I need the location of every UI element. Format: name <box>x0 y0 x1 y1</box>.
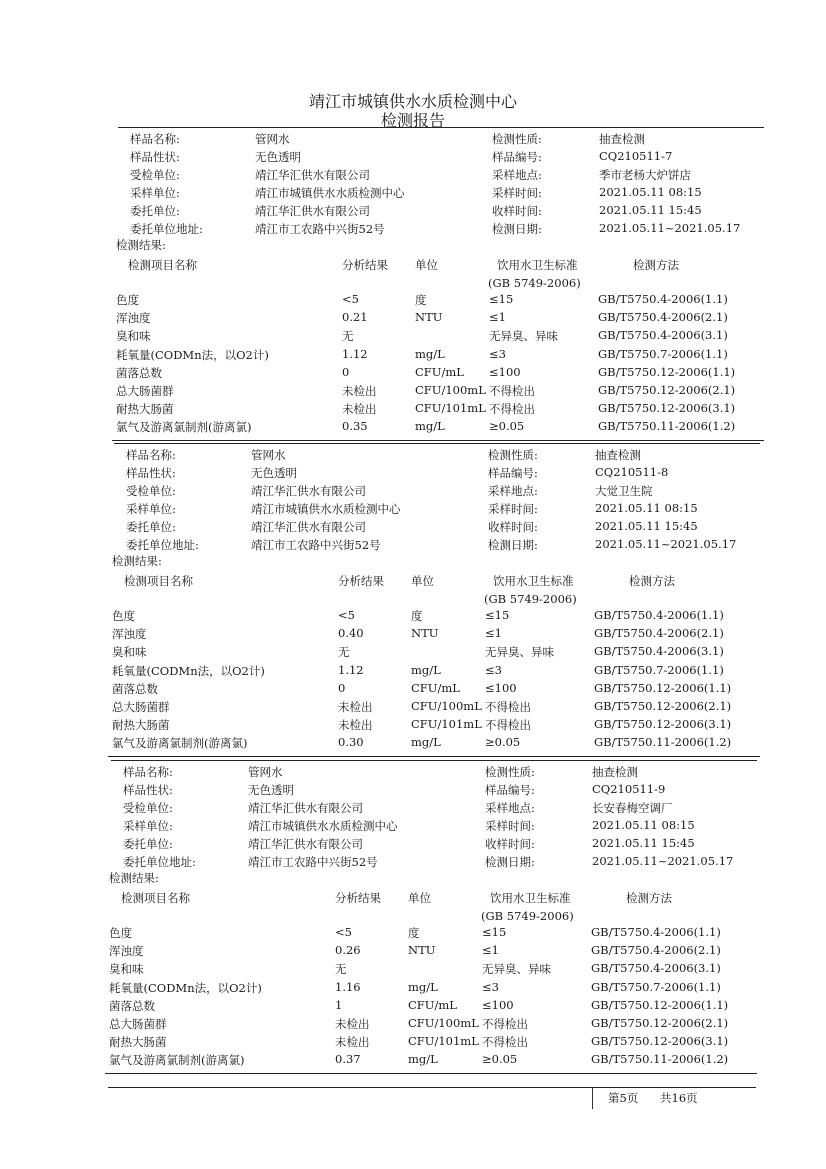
row-method: GB/T5750.11-2006(1.2) <box>598 419 736 434</box>
row-unit: 度 <box>415 293 427 307</box>
label-client_unit: 委托单位: <box>123 837 173 851</box>
section-top-rule <box>118 127 764 128</box>
label-client_address: 委托单位地址: <box>130 222 203 236</box>
section-bottom-rule <box>112 440 764 441</box>
row-item: 耗氧量(CODMn法，以O2计) <box>116 347 269 362</box>
row-method: GB/T5750.7-2006(1.1) <box>594 662 724 677</box>
row-standard: ≥0.05 <box>485 735 521 750</box>
section-bottom-rule <box>105 1073 757 1074</box>
row-method: GB/T5750.12-2006(2.1) <box>594 699 732 713</box>
value-sample_no: CQ210511-8 <box>595 465 669 479</box>
label-sampling_site: 采样地点: <box>485 801 535 815</box>
row-item: 浑浊度 <box>116 311 151 326</box>
label-receiving_time: 收样时间: <box>485 837 535 851</box>
row-result: 未检出 <box>335 1017 370 1031</box>
row-standard: ≥0.05 <box>489 419 525 434</box>
row-result: 无 <box>342 329 354 344</box>
row-standard: ≤3 <box>489 346 506 361</box>
row-method: GB/T5750.4-2006(1.1) <box>598 292 728 306</box>
value-inspection_date: 2021.05.11~2021.05.17 <box>595 537 737 551</box>
row-unit: mg/L <box>408 979 438 994</box>
label-sample_name: 样品名称: <box>126 448 176 462</box>
col-standard-header: 饮用水卫生标准 <box>497 258 578 272</box>
row-method: GB/T5750.4-2006(3.1) <box>594 644 724 659</box>
value-client_unit: 靖江华汇供水有限公司 <box>248 837 363 851</box>
row-method: GB/T5750.4-2006(3.1) <box>591 961 721 976</box>
row-item: 臭和味 <box>112 645 147 660</box>
label-sample_state: 样品性状: <box>126 466 176 480</box>
section-bottom-rule <box>108 756 760 757</box>
value-receiving_time: 2021.05.11 15:45 <box>599 203 702 217</box>
row-result: 0 <box>342 364 350 379</box>
value-inspection_date: 2021.05.11~2021.05.17 <box>592 854 734 868</box>
value-sampling_time: 2021.05.11 08:15 <box>592 818 695 832</box>
row-unit: mg/L <box>415 419 445 434</box>
col-unit-header: 单位 <box>415 258 438 272</box>
row-standard: 无异臭、异味 <box>485 645 554 660</box>
col-item-header: 检测项目名称 <box>121 891 190 905</box>
row-result: 1.12 <box>342 346 368 361</box>
row-unit: NTU <box>415 310 443 325</box>
row-unit: NTU <box>408 943 436 958</box>
row-result: 1 <box>335 997 343 1012</box>
row-result: 未检出 <box>338 700 373 714</box>
row-item: 氯气及游离氯制剂(游离氯) <box>109 1053 245 1068</box>
row-unit: CFU/101mL <box>411 717 482 732</box>
row-item: 臭和味 <box>116 329 151 344</box>
col-unit-header: 单位 <box>411 574 434 588</box>
label-sample_no: 样品编号: <box>488 466 538 480</box>
row-standard: 不得检出 <box>485 718 531 733</box>
label-sample_name: 样品名称: <box>130 132 180 146</box>
row-unit: mg/L <box>411 735 441 750</box>
row-standard: ≤100 <box>482 997 514 1012</box>
row-method: GB/T5750.4-2006(1.1) <box>591 925 721 939</box>
row-standard: ≤100 <box>489 364 521 379</box>
label-sampling_time: 采样时间: <box>485 819 535 833</box>
value-sample_state: 无色透明 <box>248 783 294 797</box>
row-item: 菌落总数 <box>112 681 158 696</box>
row-standard: ≤1 <box>485 626 502 641</box>
row-unit: CFU/100mL <box>415 383 486 397</box>
row-method: GB/T5750.12-2006(2.1) <box>598 383 736 397</box>
label-sampling_time: 采样时间: <box>492 186 542 200</box>
label-client_address: 委托单位地址: <box>126 538 199 552</box>
row-item: 浑浊度 <box>109 944 144 959</box>
row-result: 无 <box>335 962 347 977</box>
label-inspected_unit: 受检单位: <box>130 168 180 182</box>
row-item: 耗氧量(CODMn法，以O2计) <box>112 663 265 678</box>
value-client_unit: 靖江华汇供水有限公司 <box>255 204 370 218</box>
value-sampling_unit: 靖江市城镇供水水质检测中心 <box>251 502 401 516</box>
row-method: GB/T5750.7-2006(1.1) <box>598 346 728 361</box>
row-standard: ≤1 <box>489 310 506 325</box>
label-inspection_nature: 检测性质: <box>492 132 542 146</box>
row-unit: 度 <box>408 926 420 940</box>
value-sample_name: 管网水 <box>248 765 283 779</box>
row-standard: 不得检出 <box>485 700 531 714</box>
row-result: 0.40 <box>338 626 364 641</box>
value-inspected_unit: 靖江华汇供水有限公司 <box>248 801 363 815</box>
row-unit: CFU/100mL <box>411 699 482 713</box>
row-method: GB/T5750.4-2006(2.1) <box>591 943 721 958</box>
col-standard-header: 饮用水卫生标准 <box>493 574 574 588</box>
row-item: 氯气及游离氯制剂(游离氯) <box>116 420 252 435</box>
row-item: 耐热大肠菌 <box>109 1035 167 1050</box>
col-result-header: 分析结果 <box>335 891 381 905</box>
row-standard: ≥0.05 <box>482 1052 518 1067</box>
row-standard: 无异臭、异味 <box>489 329 558 344</box>
col-standard-code: (GB 5749-2006) <box>488 276 581 290</box>
label-sample_name: 样品名称: <box>123 765 173 779</box>
row-item: 臭和味 <box>109 962 144 977</box>
row-method: GB/T5750.4-2006(2.1) <box>598 310 728 325</box>
col-result-header: 分析结果 <box>342 258 388 272</box>
row-standard: ≤3 <box>485 662 502 677</box>
value-sample_name: 管网水 <box>255 132 290 146</box>
row-result: 1.16 <box>335 979 361 994</box>
row-method: GB/T5750.12-2006(1.1) <box>591 997 729 1012</box>
row-result: 0.30 <box>338 735 364 750</box>
label-inspection_nature: 检测性质: <box>485 765 535 779</box>
value-sample_state: 无色透明 <box>251 466 297 480</box>
row-method: GB/T5750.11-2006(1.2) <box>594 735 732 750</box>
value-sampling_unit: 靖江市城镇供水水质检测中心 <box>255 186 405 200</box>
label-sampling_site: 采样地点: <box>492 168 542 182</box>
row-unit: CFU/mL <box>415 364 464 379</box>
row-item: 耐热大肠菌 <box>116 402 174 417</box>
row-unit: CFU/101mL <box>415 401 486 416</box>
col-standard-code: (GB 5749-2006) <box>481 909 574 923</box>
row-standard: ≤15 <box>489 292 514 306</box>
row-standard: ≤1 <box>482 943 499 958</box>
row-result: <5 <box>335 925 352 939</box>
row-result: 0.37 <box>335 1052 361 1067</box>
row-standard: ≤3 <box>482 979 499 994</box>
value-sampling_site: 长安春梅空调厂 <box>592 801 673 815</box>
row-unit: mg/L <box>411 662 441 677</box>
label-client_address: 委托单位地址: <box>123 855 196 869</box>
page-total: 共16页 <box>660 1091 698 1105</box>
value-sampling_time: 2021.05.11 08:15 <box>599 185 702 199</box>
report-title: 靖江市城镇供水水质检测中心 <box>308 92 517 111</box>
results-label: 检测结果: <box>112 554 162 568</box>
row-unit: CFU/100mL <box>408 1016 479 1030</box>
label-client_unit: 委托单位: <box>130 204 180 218</box>
footer-rule <box>108 1087 756 1088</box>
label-sample_state: 样品性状: <box>130 150 180 164</box>
row-standard: ≤100 <box>485 680 517 695</box>
col-standard-code: (GB 5749-2006) <box>484 592 577 606</box>
row-result: 未检出 <box>338 718 373 733</box>
label-sampling_unit: 采样单位: <box>123 819 173 833</box>
value-inspection_date: 2021.05.11~2021.05.17 <box>599 221 741 235</box>
row-item: 菌落总数 <box>109 998 155 1013</box>
row-standard: 无异臭、异味 <box>482 962 551 977</box>
col-item-header: 检测项目名称 <box>124 574 193 588</box>
value-inspected_unit: 靖江华汇供水有限公司 <box>251 484 366 498</box>
col-result-header: 分析结果 <box>338 574 384 588</box>
row-item: 耗氧量(CODMn法，以O2计) <box>109 980 262 995</box>
value-sampling_site: 大觉卫生院 <box>595 484 653 498</box>
row-result: 0 <box>338 680 346 695</box>
row-result: 未检出 <box>335 1035 370 1050</box>
row-item: 总大肠菌群 <box>112 700 170 714</box>
value-inspection_nature: 抽查检测 <box>595 448 641 462</box>
col-method-header: 检测方法 <box>626 891 672 905</box>
value-sample_no: CQ210511-7 <box>599 149 673 163</box>
row-method: GB/T5750.12-2006(3.1) <box>594 717 732 732</box>
value-client_unit: 靖江华汇供水有限公司 <box>251 520 366 534</box>
row-result: 0.26 <box>335 943 361 958</box>
row-unit: mg/L <box>408 1052 438 1067</box>
row-unit: CFU/mL <box>408 997 457 1012</box>
col-standard-header: 饮用水卫生标准 <box>490 891 571 905</box>
label-inspection_date: 检测日期: <box>488 538 538 552</box>
row-unit: CFU/101mL <box>408 1034 479 1049</box>
col-method-header: 检测方法 <box>633 258 679 272</box>
row-item: 色度 <box>112 609 135 623</box>
row-result: 0.35 <box>342 419 368 434</box>
value-sample_state: 无色透明 <box>255 150 301 164</box>
value-client_address: 靖江市工农路中兴街52号 <box>255 222 385 236</box>
row-item: 菌落总数 <box>116 365 162 380</box>
value-sampling_site: 季市老杨大炉饼店 <box>599 168 691 182</box>
value-sampling_unit: 靖江市城镇供水水质检测中心 <box>248 819 398 833</box>
label-receiving_time: 收样时间: <box>492 204 542 218</box>
label-sampling_site: 采样地点: <box>488 484 538 498</box>
value-sample_no: CQ210511-9 <box>592 782 666 796</box>
label-sample_state: 样品性状: <box>123 783 173 797</box>
row-item: 色度 <box>109 926 132 940</box>
row-item: 总大肠菌群 <box>109 1017 167 1031</box>
value-receiving_time: 2021.05.11 15:45 <box>595 519 698 533</box>
row-unit: mg/L <box>415 346 445 361</box>
value-inspection_nature: 抽查检测 <box>592 765 638 779</box>
results-label: 检测结果: <box>109 871 159 885</box>
label-inspection_nature: 检测性质: <box>488 448 538 462</box>
row-method: GB/T5750.12-2006(2.1) <box>591 1016 729 1030</box>
row-method: GB/T5750.4-2006(3.1) <box>598 328 728 343</box>
report-subtitle: 检测报告 <box>380 111 445 130</box>
results-label: 检测结果: <box>116 238 166 252</box>
row-result: <5 <box>338 608 355 622</box>
section-top-rule <box>114 443 760 444</box>
row-result: 未检出 <box>342 402 377 417</box>
value-receiving_time: 2021.05.11 15:45 <box>592 836 695 850</box>
row-standard: ≤15 <box>485 608 510 622</box>
row-result: 0.21 <box>342 310 368 325</box>
row-item: 氯气及游离氯制剂(游离氯) <box>112 736 248 751</box>
row-item: 耐热大肠菌 <box>112 718 170 733</box>
row-result: 无 <box>338 645 350 660</box>
row-method: GB/T5750.12-2006(3.1) <box>598 401 736 416</box>
row-standard: 不得检出 <box>489 384 535 398</box>
row-result: 1.12 <box>338 662 364 677</box>
col-unit-header: 单位 <box>408 891 431 905</box>
value-client_address: 靖江市工农路中兴街52号 <box>251 538 381 552</box>
row-standard: 不得检出 <box>482 1017 528 1031</box>
value-client_address: 靖江市工农路中兴街52号 <box>248 855 378 869</box>
label-sample_no: 样品编号: <box>492 150 542 164</box>
value-inspected_unit: 靖江华汇供水有限公司 <box>255 168 370 182</box>
row-standard: ≤15 <box>482 925 507 939</box>
row-result: <5 <box>342 292 359 306</box>
row-item: 色度 <box>116 293 139 307</box>
row-method: GB/T5750.12-2006(1.1) <box>594 680 732 695</box>
label-client_unit: 委托单位: <box>126 520 176 534</box>
row-item: 浑浊度 <box>112 627 147 642</box>
label-inspected_unit: 受检单位: <box>123 801 173 815</box>
row-method: GB/T5750.11-2006(1.2) <box>591 1052 729 1067</box>
label-sampling_unit: 采样单位: <box>130 186 180 200</box>
section-top-rule <box>111 760 757 761</box>
row-unit: CFU/mL <box>411 680 460 695</box>
row-method: GB/T5750.4-2006(1.1) <box>594 608 724 622</box>
col-method-header: 检测方法 <box>629 574 675 588</box>
col-item-header: 检测项目名称 <box>128 258 197 272</box>
label-inspection_date: 检测日期: <box>485 855 535 869</box>
row-method: GB/T5750.12-2006(3.1) <box>591 1034 729 1049</box>
row-method: GB/T5750.7-2006(1.1) <box>591 979 721 994</box>
row-method: GB/T5750.4-2006(2.1) <box>594 626 724 641</box>
value-sample_name: 管网水 <box>251 448 286 462</box>
row-standard: 不得检出 <box>489 402 535 417</box>
label-sampling_time: 采样时间: <box>488 502 538 516</box>
value-sampling_time: 2021.05.11 08:15 <box>595 501 698 515</box>
row-method: GB/T5750.12-2006(1.1) <box>598 364 736 379</box>
row-unit: 度 <box>411 609 423 623</box>
page-number: 第5页 <box>608 1091 639 1105</box>
footer-divider <box>592 1087 593 1109</box>
row-item: 总大肠菌群 <box>116 384 174 398</box>
label-receiving_time: 收样时间: <box>488 520 538 534</box>
row-unit: NTU <box>411 626 439 641</box>
label-inspected_unit: 受检单位: <box>126 484 176 498</box>
row-result: 未检出 <box>342 384 377 398</box>
row-standard: 不得检出 <box>482 1035 528 1050</box>
label-sampling_unit: 采样单位: <box>126 502 176 516</box>
label-inspection_date: 检测日期: <box>492 222 542 236</box>
label-sample_no: 样品编号: <box>485 783 535 797</box>
value-inspection_nature: 抽查检测 <box>599 132 645 146</box>
